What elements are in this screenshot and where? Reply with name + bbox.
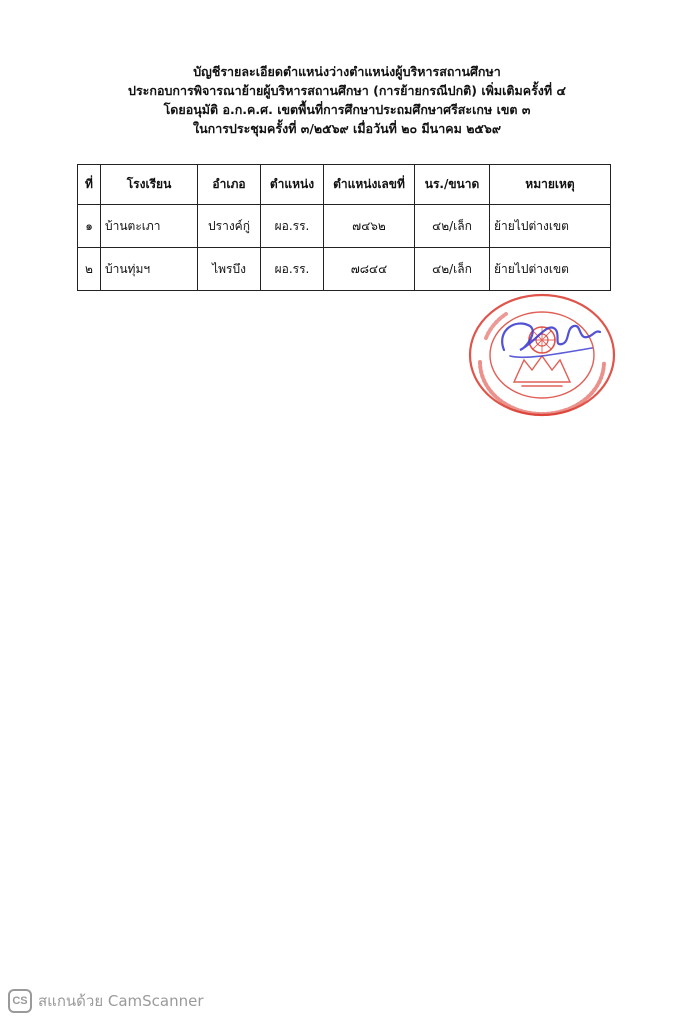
table-row bbox=[78, 248, 611, 291]
cell-district: ไพรบึง bbox=[198, 248, 261, 291]
camscanner-logo-icon: CS bbox=[8, 989, 32, 1013]
camscanner-text: สแกนด้วย CamScanner bbox=[38, 992, 204, 1010]
header-school: โรงเรียน bbox=[101, 165, 198, 205]
cell-district: ปรางค์กู่ bbox=[198, 205, 261, 248]
header-no: ที่ bbox=[78, 165, 101, 205]
cell-no: ๒ bbox=[78, 248, 101, 291]
cell-position: ผอ.รร. bbox=[261, 205, 324, 248]
header-position-number: ตำแหน่งเลขที่ bbox=[324, 165, 415, 205]
header-position: ตำแหน่ง bbox=[261, 165, 324, 205]
cell-position-number: ๗๔๖๒ bbox=[324, 205, 415, 248]
header-remark: หมายเหตุ bbox=[490, 165, 611, 205]
cell-no: ๑ bbox=[78, 205, 101, 248]
cell-remark: ย้ายไปต่างเขต bbox=[490, 248, 611, 291]
cell-position: ผอ.รร. bbox=[261, 248, 324, 291]
heading-line-2: ประกอบการพิจารณาย้ายผู้บริหารสถานศึกษา (การย้ายกรณีปกติ) เพิ่มเติมครั้งที่ ๔ bbox=[128, 83, 566, 98]
official-seal-stamp bbox=[466, 290, 618, 420]
cell-position-number: ๗๘๔๔ bbox=[324, 248, 415, 291]
camscanner-watermark bbox=[8, 988, 204, 1014]
cell-school: บ้านทุ่มฯ bbox=[101, 248, 198, 291]
cell-students-size: ๔๒/เล็ก bbox=[415, 205, 490, 248]
heading-line-1: บัญชีรายละเอียดตำแหน่งว่างตำแหน่งผู้บริหารสถานศึกษา bbox=[193, 64, 501, 79]
document-heading bbox=[0, 62, 694, 138]
heading-line-3: โดยอนุมัติ อ.ก.ค.ศ. เขตพื้นที่การศึกษาประถมศึกษาศรีสะเกษ เขต ๓ bbox=[163, 102, 531, 117]
heading-line-4: ในการประชุมครั้งที่ ๓/๒๕๖๙ เมื่อวันที่ ๒๐ มีนาคม ๒๕๖๙ bbox=[192, 121, 501, 136]
header-district: อำเภอ bbox=[198, 165, 261, 205]
cell-remark: ย้ายไปต่างเขต bbox=[490, 205, 611, 248]
cell-school: บ้านตะเภา bbox=[101, 205, 198, 248]
header-students-size: นร./ขนาด bbox=[415, 165, 490, 205]
table-header-row bbox=[78, 165, 611, 205]
cell-students-size: ๔๒/เล็ก bbox=[415, 248, 490, 291]
vacancy-table bbox=[77, 164, 611, 291]
table-row bbox=[78, 205, 611, 248]
